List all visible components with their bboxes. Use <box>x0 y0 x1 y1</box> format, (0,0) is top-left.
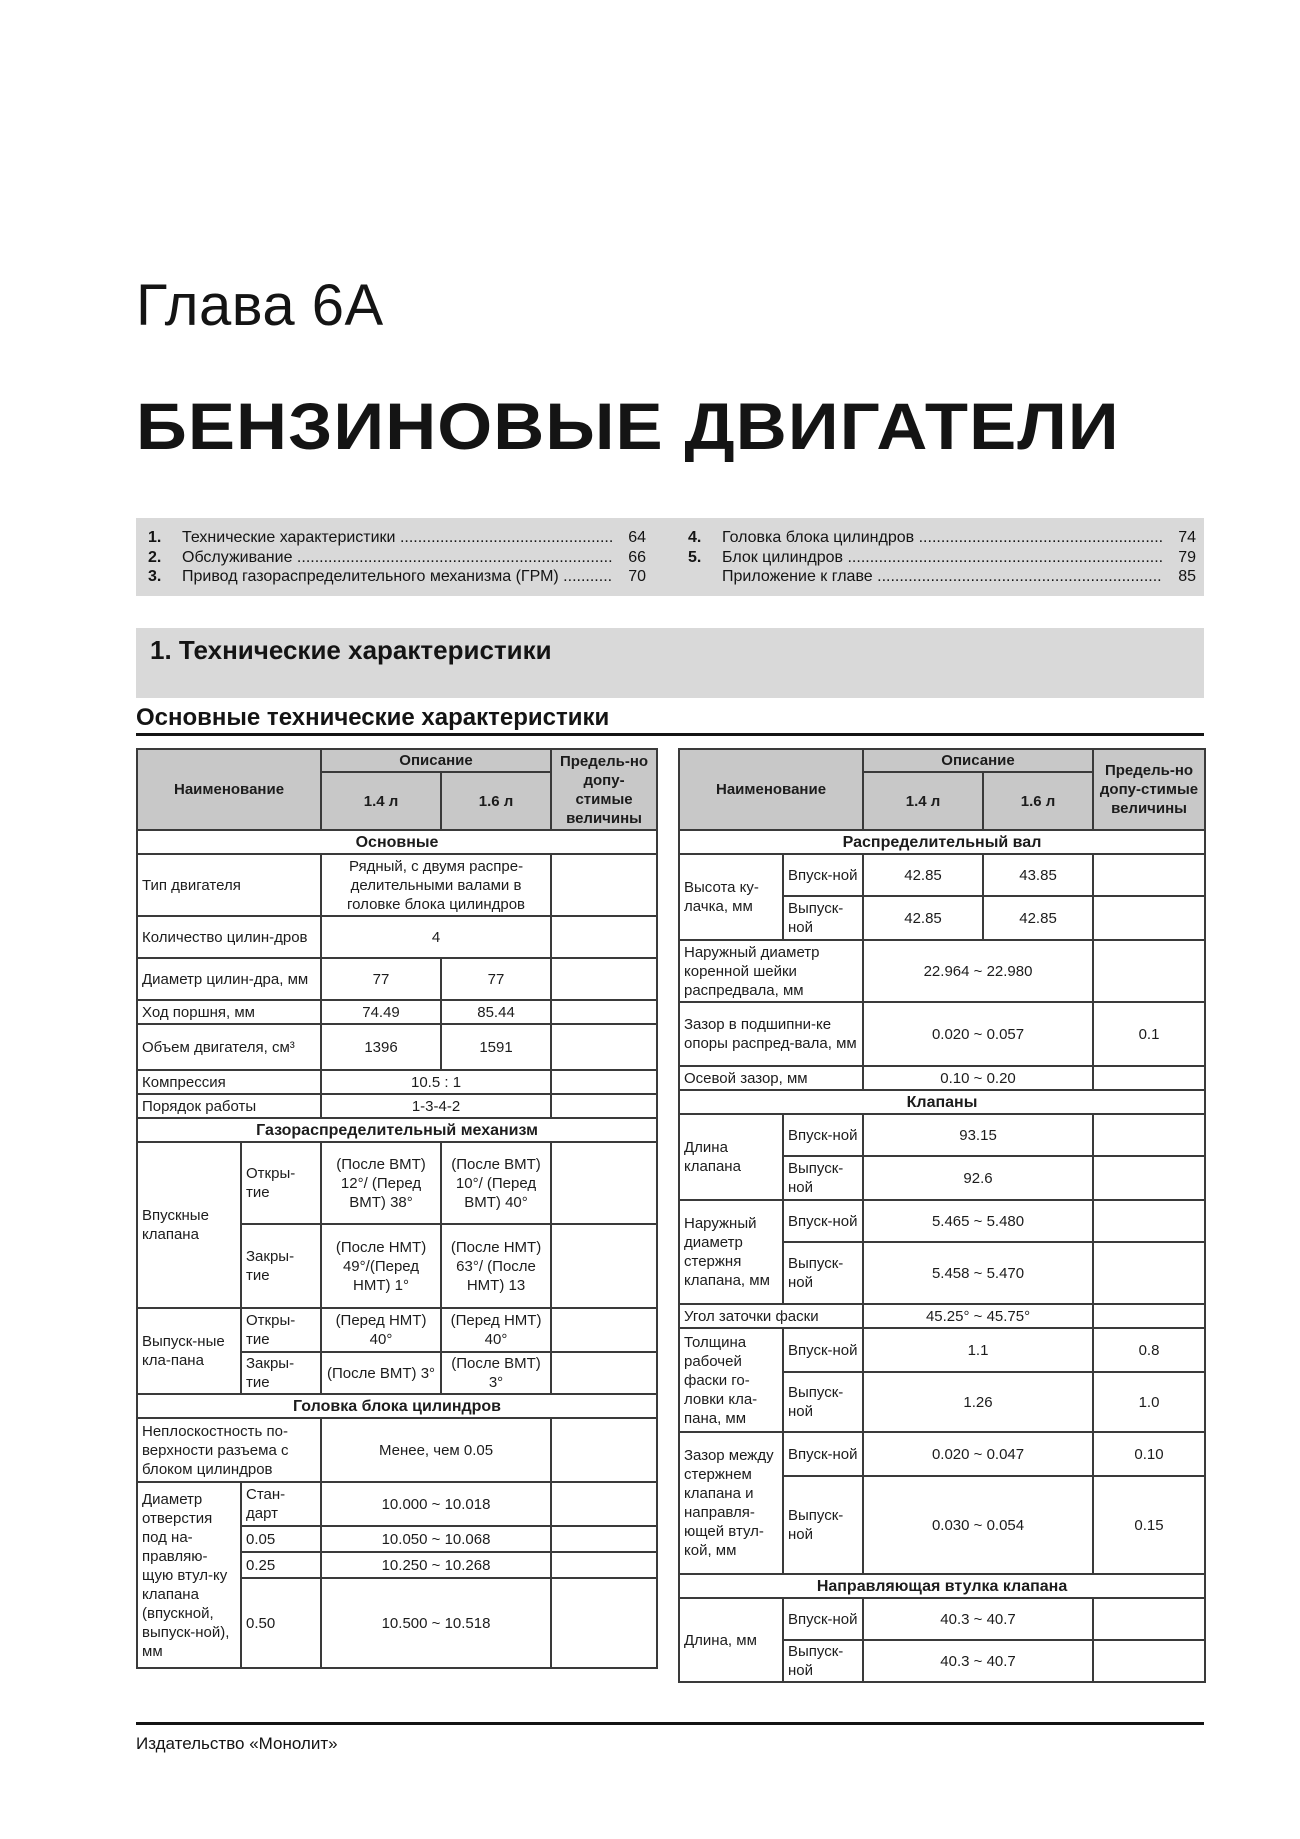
spec-table-left <box>136 748 658 1669</box>
table-row: Длина клапана Впуск-ной 93.15 <box>679 1114 1205 1156</box>
footer-divider <box>136 1722 1204 1725</box>
table-row: Тип двигателя Рядный, с двумя распре-делительными валами в головке блока цилиндров <box>137 854 657 916</box>
toc-right-column <box>676 528 1196 587</box>
section-row: Газораспределительный механизм <box>137 1118 657 1142</box>
toc-item[interactable]: 2. Обслуживание ..... 66 <box>136 548 646 568</box>
spec-table-right <box>678 748 1206 1683</box>
header-description: Описание <box>863 749 1093 772</box>
table-row: Диаметр отверстия под на-правляю-щую втул-ку клапана (впускной, выпуск-ной), мм Стан-дарт 10.000 ~ 10.018 <box>137 1482 657 1526</box>
table-row: Выпуск-ной 42.85 42.85 <box>679 896 1205 940</box>
table-row: Закры-тие (После НМТ) 49°/(Перед НМТ) 1° (После НМТ) 63°/ (После НМТ) 13 <box>137 1224 657 1308</box>
section-row: Направляющая втулка клапана <box>679 1574 1205 1598</box>
table-of-contents <box>136 518 1204 596</box>
header-1-4: 1.4 л <box>321 772 441 830</box>
header-1-6: 1.6 л <box>441 772 551 830</box>
header-name: Наименование <box>137 749 321 830</box>
header-limit: Предель-но допу-стимые величины <box>1093 749 1205 830</box>
subheading: Основные технические характеристики <box>136 700 1204 736</box>
table-row: Выпуск-ной 92.6 <box>679 1156 1205 1200</box>
toc-item[interactable]: 3. Привод газораспределительного механизма (ГРМ) ..... 70 <box>136 567 646 587</box>
table-row: Объем двигателя, см³ 1396 1591 <box>137 1024 657 1070</box>
table-row: Угол заточки фаски 45.25° ~ 45.75° <box>679 1304 1205 1328</box>
table-row: Зазор между стержнем клапана и направля-ющей втул-кой, мм Впуск-ной 0.020 ~ 0.047 0.10 <box>679 1432 1205 1476</box>
table-row: Наружный диаметр коренной шейки распредвала, мм 22.964 ~ 22.980 <box>679 940 1205 1002</box>
table-row: Компрессия 10.5 : 1 <box>137 1070 657 1094</box>
table-row: Порядок работы 1-3-4-2 <box>137 1094 657 1118</box>
header-1-6: 1.6 л <box>983 772 1093 830</box>
toc-item[interactable]: 5. Блок цилиндров ..... 79 <box>676 548 1196 568</box>
table-row: Количество цилин-дров 4 <box>137 916 657 958</box>
table-row: Диаметр цилин-дра, мм 77 77 <box>137 958 657 1000</box>
table-row: Выпуск-ные кла-пана Откры-тие (Перед НМТ) 40° (Перед НМТ) 40° <box>137 1308 657 1352</box>
section-heading: 1. Технические характеристики <box>136 628 1204 698</box>
section-row: Клапаны <box>679 1090 1205 1114</box>
section-row: Основные <box>137 830 657 854</box>
table-row: Толщина рабочей фаски го-ловки кла-пана, мм Впуск-ной 1.1 0.8 <box>679 1328 1205 1372</box>
page-title: БЕНЗИНОВЫЕ ДВИГАТЕЛИ <box>136 389 1120 463</box>
publisher-footer: Издательство «Монолит» <box>136 1734 338 1753</box>
table-row: Наружный диаметр стержня клапана, мм Впуск-ной 5.465 ~ 5.480 <box>679 1200 1205 1242</box>
toc-item[interactable]: Приложение к главе ..... 85 <box>676 567 1196 587</box>
toc-left-column <box>136 528 646 587</box>
header-name: Наименование <box>679 749 863 830</box>
header-description: Описание <box>321 749 551 772</box>
table-row: 0.25 10.250 ~ 10.268 <box>137 1552 657 1578</box>
table-row: Закры-тие (После ВМТ) 3° (После ВМТ) 3° <box>137 1352 657 1394</box>
table-row: Зазор в подшипни-ке опоры распред-вала, мм 0.020 ~ 0.057 0.1 <box>679 1002 1205 1066</box>
table-row: Выпуск-ной 5.458 ~ 5.470 <box>679 1242 1205 1304</box>
header-1-4: 1.4 л <box>863 772 983 830</box>
table-row: Осевой зазор, мм 0.10 ~ 0.20 <box>679 1066 1205 1090</box>
table-row: 0.05 10.050 ~ 10.068 <box>137 1526 657 1552</box>
table-row: Неплоскостность по-верхности разъема с блоком цилиндров Менее, чем 0.05 <box>137 1418 657 1482</box>
toc-item[interactable]: 4. Головка блока цилиндров ..... 74 <box>676 528 1196 548</box>
table-row: Выпуск-ной 0.030 ~ 0.054 0.15 <box>679 1476 1205 1574</box>
table-row: Ход поршня, мм 74.49 85.44 <box>137 1000 657 1024</box>
table-row: Выпуск-ной 1.26 1.0 <box>679 1372 1205 1432</box>
table-row: Выпуск-ной 40.3 ~ 40.7 <box>679 1640 1205 1682</box>
table-row: Высота ку-лачка, мм Впуск-ной 42.85 43.85 <box>679 854 1205 896</box>
table-row: 0.50 10.500 ~ 10.518 <box>137 1578 657 1668</box>
chapter-label: Глава 6А <box>136 273 384 338</box>
section-row: Распределительный вал <box>679 830 1205 854</box>
table-row: Впускные клапана Откры-тие (После ВМТ) 12°/ (Перед ВМТ) 38° (После ВМТ) 10°/ (Перед ВМТ) 40° <box>137 1142 657 1224</box>
section-row: Головка блока цилиндров <box>137 1394 657 1418</box>
header-limit: Предель-но допу-стимые величины <box>551 749 657 830</box>
toc-item[interactable]: 1. Технические характеристики ..... 64 <box>136 528 646 548</box>
table-row: Длина, мм Впуск-ной 40.3 ~ 40.7 <box>679 1598 1205 1640</box>
